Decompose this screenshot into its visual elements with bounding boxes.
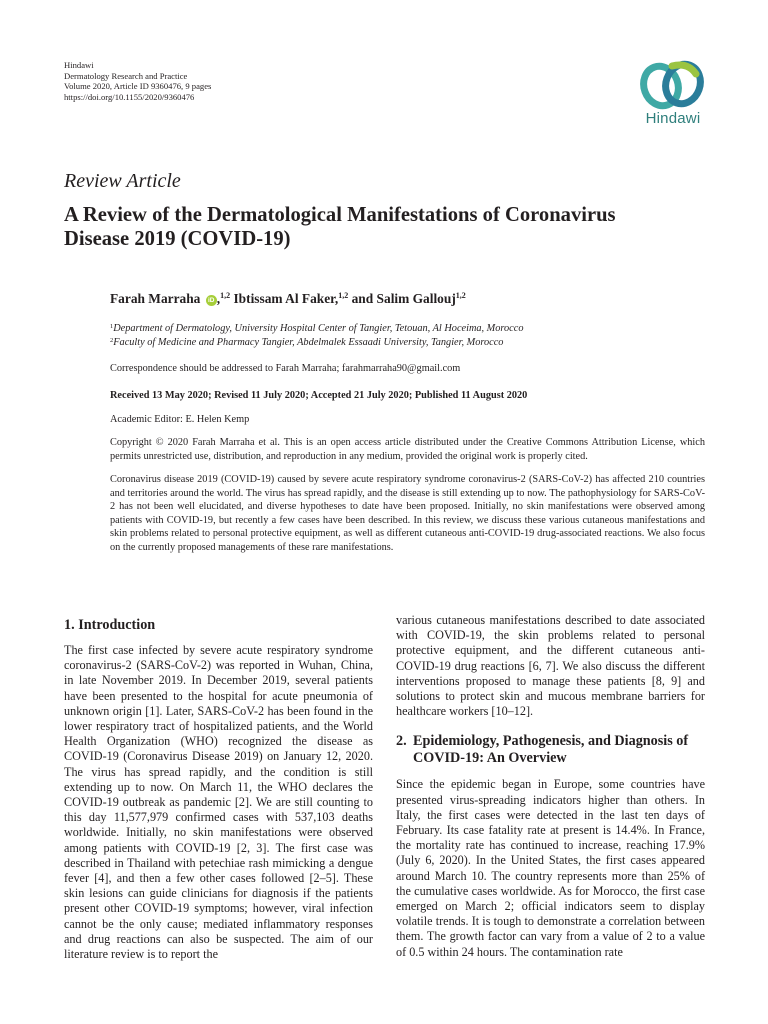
title-line-1: A Review of the Dermatological Manifestations of Coronavirus bbox=[64, 204, 616, 226]
author-1-affiliation: 1,2 bbox=[220, 291, 231, 300]
affiliation-2: $^2$Faculty of Medicine and Pharmacy Tangier, Abdelmalek Essaadi University, Tangier, Morocco bbox=[110, 337, 504, 348]
copyright-notice: Copyright © 2020 Farah Marraha et al. This is an open access article distributed under the Creative Commons Attribution License, which permits unrestricted use, distribution, and reproduction in any medium, provided the original work is properly cited. bbox=[110, 437, 705, 462]
section-2-heading-line-2: COVID-19: An Overview bbox=[413, 750, 567, 767]
section-2-heading bbox=[396, 733, 716, 767]
journal-metadata bbox=[64, 60, 211, 102]
affiliation-1: $^1$Department of Dermatology, University Hospital Center of Tangier, Tetouan, Al Hoceima, Morocco bbox=[110, 323, 524, 334]
publisher-name: Hindawi bbox=[64, 60, 94, 70]
author-2-affiliation: 1,2 bbox=[338, 291, 349, 300]
section-1-body: The first case infected by severe acute respiratory syndrome coronavirus-2 (SARS-CoV-2) was reported in Wuhan, China, in late November 2019. In December 2019, several patients have been presented to the hospital for acute pneumonia of unknown origin [1]. Later, SARS-CoV-2 has been found in the lower respiratory tract of hospitalized patients, and the World Health Organization (WHO) recognized the disease as COVID-19 (Coronavirus Disease 2019) on January 12, 2020. The virus has spread rapidly, and the condition is still extending up to now. On March 11, the WHO declares the COVID-19 outbreak as pandemic [2]. We are still counting to this day 11,577,979 confirmed cases with 537,103 deaths worldwide. Initially, no skin manifestations were observed among patients with COVID-19 [2, 3]. The first case was described in Thailand with petechiae rash mimicking a dengue fever [4], and then a few other cases followed [2–5]. These skin lesions can guide clinicians for diagnosis if the patients present other COVID-19 symptoms; however, viral infection cannot be the only cause; mediated inflammatory responses and drug reactions can also be suspected. The aim of our literature review is to report the bbox=[64, 643, 373, 962]
section-2-heading-line-1: Epidemiology, Pathogenesis, and Diagnosis of bbox=[413, 733, 689, 750]
section-1-heading: 1. Introduction bbox=[64, 617, 156, 633]
title-line-2: Disease 2019 (COVID-19) bbox=[64, 228, 291, 250]
hindawi-logo bbox=[628, 58, 718, 136]
logo-wordmark: Hindawi bbox=[645, 110, 701, 127]
author-3-name: and Salim Gallouj bbox=[351, 291, 456, 306]
abstract: Coronavirus disease 2019 (COVID-19) caused by severe acute respiratory syndrome coronavirus-2 (SARS-CoV-2) has affected 210 countries and territories around the world. The virus has spread rapidly, and the disease is still extending up to now. The pathophysiology for SARS-CoV-2 has not been well elucidated, and diverse hypotheses to date have been proposed. Initially, no skin manifestations were observed among patients with COVID-19, but recently a few cases have been described. In this review, we discuss these various cutaneous manifestations and skin problems related to personal protective equipment, as well as different cutaneous anti-COVID-19 drug-associated reactions. We also focus on the currently proposed managements of these rare manifestations. bbox=[110, 474, 705, 553]
author-list: Farah Marraha iD ,$^{1,2}$ Ibtissam Al Faker,$^{1,2}$ and Salim Gallouj$^{1,2}$ bbox=[110, 291, 466, 306]
author-3-affiliation: 1,2 bbox=[455, 291, 466, 300]
volume-line: Volume 2020, Article ID 9360476, 9 pages bbox=[64, 81, 212, 92]
publication-dates: Received 13 May 2020; Revised 11 July 2020; Accepted 21 July 2020; Published 11 August 2020 bbox=[110, 390, 528, 401]
section-2-number: 2. bbox=[396, 733, 407, 750]
section-introduction bbox=[64, 617, 373, 962]
section-1-continuation: various cutaneous manifestations described to date associated with COVID-19, the skin problems related to personal protective equipment, and the different cutaneous anti-COVID-19 drug reactions [6, 7]. We also discuss the different interventions proposed to manage these patients [8, 9] and solutions to protect skin and mucous membrane barriers for healthcare workers [10–12]. bbox=[396, 613, 705, 719]
article-type: Review Article bbox=[64, 170, 181, 192]
correspondence: Correspondence should be addressed to Farah Marraha; farahmarraha90@gmail.com bbox=[110, 363, 461, 374]
right-column bbox=[396, 613, 705, 960]
hindawi-rings-icon bbox=[628, 58, 718, 110]
article-title bbox=[64, 203, 724, 251]
academic-editor: Academic Editor: E. Helen Kemp bbox=[110, 414, 250, 425]
author-2-name: Ibtissam Al Faker, bbox=[233, 291, 339, 306]
orcid-icon[interactable]: iD bbox=[206, 295, 217, 306]
section-2-body: Since the epidemic began in Europe, some countries have presented virus-spreading indicators higher than others. In Italy, the first cases were detected in the last ten days of February. Its case fatality rate at present is 14.4%. In France, the mortality rate has continued to increase, reaching 17.9% (July 6, 2020). In the United States, the first cases appeared around March 10. The country represents more than 25% of the cumulative cases worldwide. As for Morocco, the first case emerged on March 2; official indicators seem to display volatile trends. It is tough to demonstrate a correlation between them. The growth factor can vary from a value of 2 to a value of 0.5 within 24 hours. The contamination rate bbox=[396, 777, 705, 959]
doi-link[interactable]: https://doi.org/10.1155/2020/9360476 bbox=[64, 91, 195, 102]
affiliations bbox=[110, 322, 523, 350]
author-1-name: Farah Marraha bbox=[110, 291, 201, 306]
journal-name: Dermatology Research and Practice bbox=[64, 70, 188, 81]
